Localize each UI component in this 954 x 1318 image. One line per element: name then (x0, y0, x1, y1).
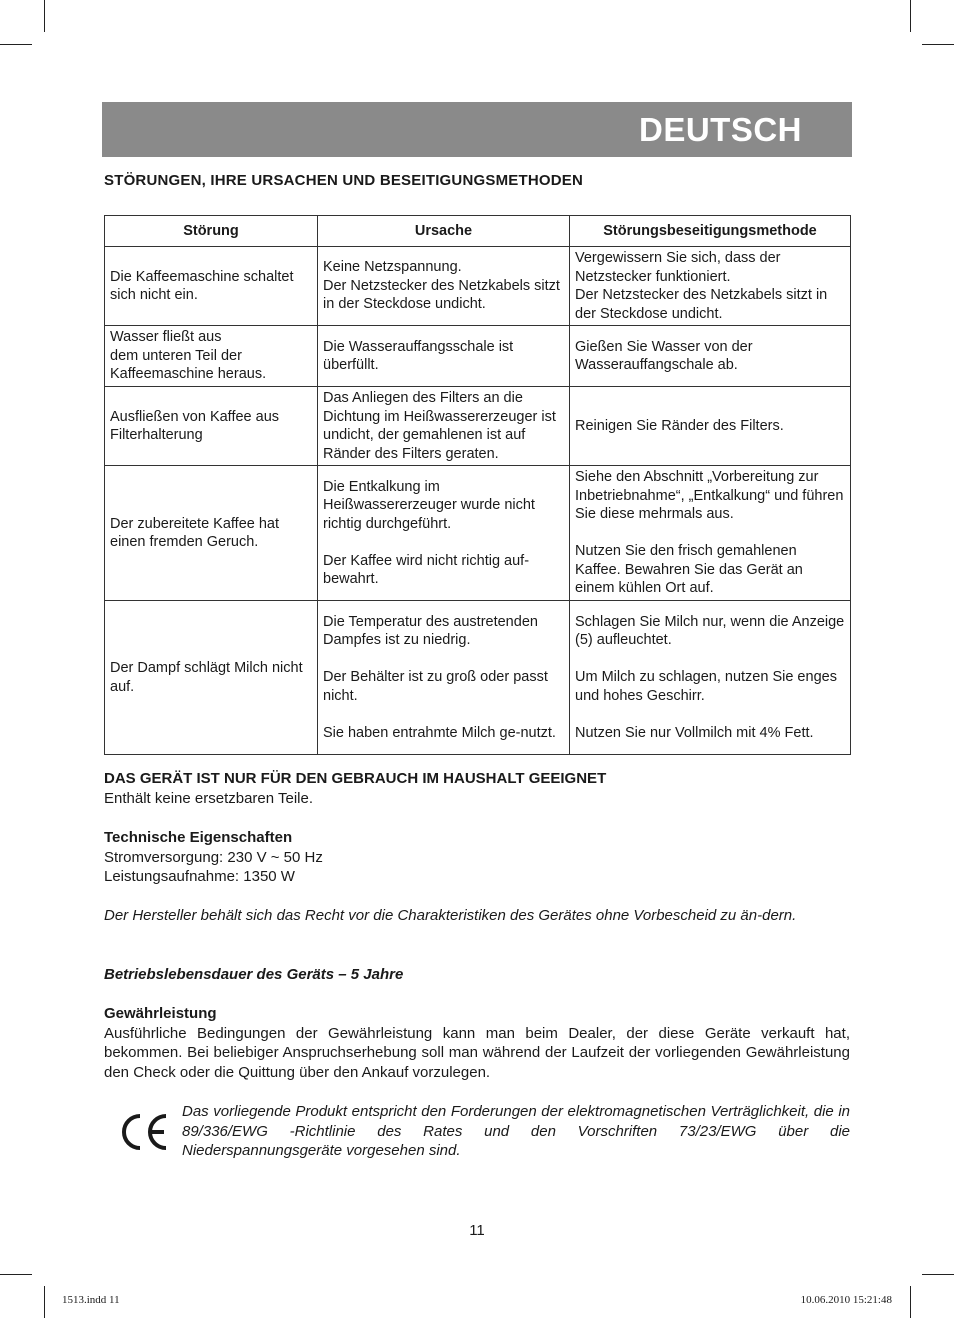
table-row (105, 601, 851, 755)
crop-mark (0, 44, 32, 45)
solution-cell: Gießen Sie Wasser von der Wasserauffangschale ab. (570, 326, 851, 387)
troubleshooting-title: STÖRUNGEN, IHRE URSACHEN UND BESEITIGUNGSMETHODEN (104, 172, 583, 189)
table-row (105, 387, 851, 466)
cause-cell: Das Anliegen des Filters an die Dichtung im Heißwassererzeuger ist undicht, der gemahlenen ist auf Ränder des Filters geraten. (318, 387, 570, 466)
household-title: DAS GERÄT IST NUR FÜR DEN GEBRAUCH IM HAUSHALT GEEIGNET (104, 770, 607, 787)
language-banner (102, 102, 852, 157)
cause-cell: Die Wasserauffangsschale ist überfüllt. (318, 326, 570, 387)
column-header-solution: Störungsbeseitigungsmethode (570, 216, 851, 247)
specs-title: Technische Eigenschaften (104, 829, 293, 846)
crop-mark (922, 44, 954, 45)
problem-cell: Der zubereitete Kaffee hat einen fremden Geruch. (105, 466, 318, 601)
crop-mark (922, 1274, 954, 1275)
warranty-title: Gewährleistung (104, 1005, 217, 1022)
warranty-text: Ausführliche Bedingungen der Gewährleistung kann man beim Dealer, der diese Geräte verkauft hat, bekommen. Bei beliebiger Anspruchserhebung soll man während der Laufzeit der vorliegenden Gewährleistung den Check oder die Quittung über den Ankauf vorzulegen. (104, 1024, 850, 1081)
solution-cell: Vergewissern Sie sich, dass der Netzstecker funktioniert. Der Netzstecker des Netzkabels sitzt in der Steckdose undicht. (570, 247, 851, 326)
date-slug: 10.06.2010 15:21:48 (800, 1294, 892, 1306)
lifetime-note: Betriebslebensdauer des Geräts – 5 Jahre (104, 966, 404, 983)
language-title: DEUTSCH (638, 111, 802, 148)
column-header-cause: Ursache (318, 216, 570, 247)
cause-cell: Keine Netzspannung. Der Netzstecker des Netzkabels sitzt in der Steckdose undicht. (318, 247, 570, 326)
table-header-row (105, 216, 851, 247)
power-supply: Stromversorgung: 230 V ~ 50 Hz (104, 848, 323, 866)
problem-cell: Die Kaffeemaschine schaltet sich nicht ein. (105, 247, 318, 326)
warranty-section (104, 1004, 850, 1082)
page-number: 11 (469, 1222, 485, 1239)
household-text: Enthält keine ersetzbaren Teile. (104, 789, 314, 807)
cause-cell: Die Entkalkung im Heißwassererzeuger wurde nicht richtig durchgeführt. Der Kaffee wird nicht richtig auf-bewahrt. (318, 466, 570, 601)
file-slug: 1513.indd 11 (62, 1294, 120, 1306)
crop-mark (44, 1286, 45, 1318)
solution-cell: Reinigen Sie Ränder des Filters. (570, 387, 851, 466)
table-row (105, 247, 851, 326)
manufacturer-note: Der Hersteller behält sich das Recht vor die Charakteristiken des Gerätes ohne Vorbescheid zu än-dern. (104, 907, 797, 924)
power-consumption: Leistungsaufnahme: 1350 W (104, 868, 295, 885)
problem-cell: Der Dampf schlägt Milch nicht auf. (105, 601, 318, 755)
table-row (105, 466, 851, 601)
crop-mark (44, 0, 45, 32)
specs-section (104, 828, 850, 887)
cause-cell: Die Temperatur des austretenden Dampfes ist zu niedrig. Der Behälter ist zu groß oder passt nicht. Sie haben entrahmte Milch ge-nutzt. (318, 601, 570, 755)
problem-cell: Wasser fließt aus dem unteren Teil der Kaffeemaschine heraus. (105, 326, 318, 387)
crop-mark (910, 1286, 911, 1318)
crop-mark (0, 1274, 32, 1275)
problem-cell: Ausfließen von Kaffee aus Filterhalterung (105, 387, 318, 466)
column-header-problem: Störung (105, 216, 318, 247)
household-section (104, 769, 850, 808)
crop-mark (910, 0, 911, 32)
troubleshooting-table (104, 215, 851, 755)
ce-compliance-text: Das vorliegende Produkt entspricht den Forderungen der elektromagnetischen Verträglichkeit, die in 89/336/EWG -Richtlinie des Rates und den Vorschriften 73/23/EWG über die Niederspannungsgeräte vorgesehen sind. (182, 1103, 850, 1159)
solution-cell: Schlagen Sie Milch nur, wenn die Anzeige (5) aufleuchtet. Um Milch zu schlagen, nutzen Sie enges und hohes Geschirr. Nutzen Sie nur Vollmilch mit 4% Fett. (570, 601, 851, 755)
ce-mark-icon (118, 1112, 170, 1152)
table-row (105, 326, 851, 387)
solution-cell: Siehe den Abschnitt „Vorbereitung zur Inbetriebnahme“, „Entkalkung“ und führen Sie diese mehrmals aus. Nutzen Sie den frisch gemahlenen Kaffee. Bewahren Sie das Gerät an einem kühlen Ort auf. (570, 466, 851, 601)
